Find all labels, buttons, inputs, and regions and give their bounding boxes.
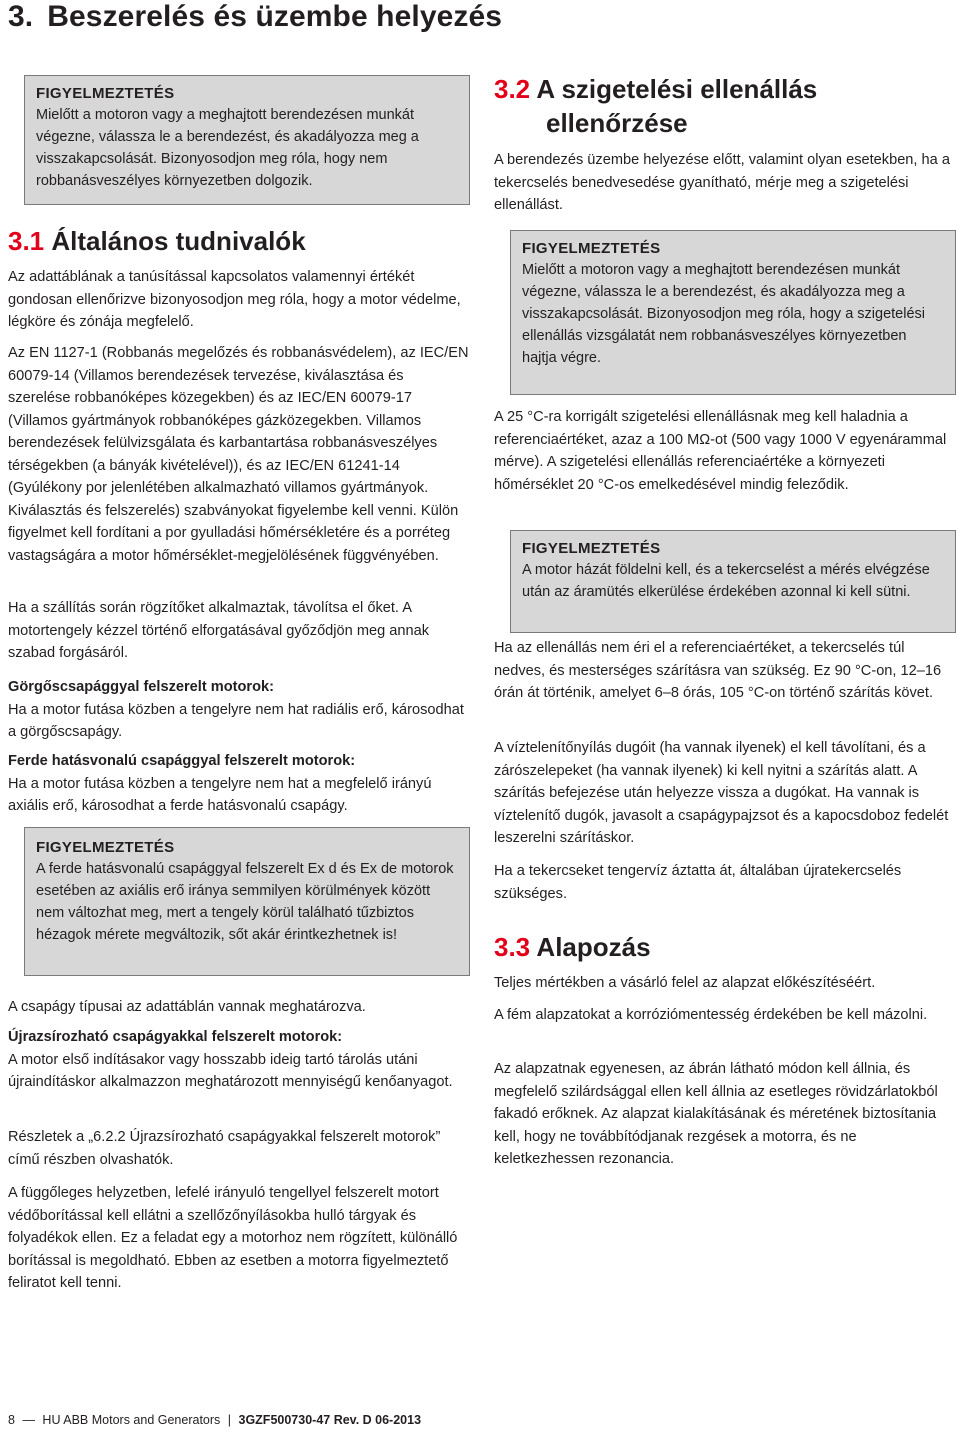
warning-title: FIGYELMEZTETÉS [522,540,661,557]
page-footer [8,1413,421,1427]
section-title-line-1: A szigetelési ellenállás [536,74,818,104]
paragraph-text: Ha a motor futása közben a tengelyre nem hat a megfelelő irányú axiális erő, károsodhat a ferde hatásvonalú csapágy. [8,775,432,814]
page-title [8,0,502,34]
paragraph: Az adattáblának a tanúsítással kapcsolatos valamennyi értékét gondosan ellenőrizve bizonyosodjon meg róla, hogy a motor védelme, légköre és zónája megfelelő. [8,269,461,330]
footer-separator: — [22,1413,35,1427]
paragraph: Részletek a „6.2.2 Újrazsírozható csapágyakkal felszerelt motorok” című részben olvashatók. [8,1129,441,1168]
section-title: Általános tudnivalók [51,226,306,256]
paragraph-heading: Ferde hatásvonalú csapággyal felszerelt motorok: [8,753,356,769]
paragraph-text: A motor első indításakor vagy hosszabb ideig tartó tárolás utáni újraindításkor alkalmazzon meghatározott mennyiségű kenőanyagot. [8,1051,453,1090]
warning-box [24,75,470,205]
section-title-line-2: ellenőrzése [546,108,688,138]
paragraph: Ha a tekercseket tengervíz áztatta át, általában újratekercselés szükséges. [494,863,902,902]
paragraph-heading: Görgőscsapággyal felszerelt motorok: [8,679,275,695]
paragraph: A berendezés üzembe helyezése előtt, valamint olyan esetekben, ha a tekercselés benedvesedése gyanítható, mérje meg a szigetelési ellenállást. [494,152,950,213]
section-number: 3.3 [494,932,531,962]
paragraph-heading: Újrazsírozható csapágyakkal felszerelt motorok: [8,1029,343,1045]
paragraph: A fém alapzatokat a korróziómentesség érdekében be kell mázolni. [494,1007,928,1023]
warning-box [510,530,956,633]
document-code: 3GZF500730-47 Rev. D 06-2013 [238,1413,422,1427]
paragraph: Teljes mértékben a vásárló felel az alapzat előkészítéséért. [494,975,876,991]
warning-box [24,827,470,976]
paragraph: A függőleges helyzetben, lefelé irányuló tengellyel felszerelt motort védőborítással kell ellátni a szellőzőnyílásokba hulló tárgyak és folyadékok ellen. Ez a feladat egy a motorhoz nem rögzített, különálló borítással is megoldható. Ebben az esetben a motorra figyelmeztető feliratot kell tenni. [8,1185,458,1291]
paragraph: A 25 °C-ra korrigált szigetelési ellenállásnak meg kell haladnia a referenciaértéket, azaz a 100 MΩ-ot (500 vagy 1000 V egyenárammal mérve). A szigetelési ellenállás referenciaértéke a környezeti hőmérséklet 20 °C-os emelkedésével mindig feleződik. [494,409,947,493]
paragraph: Az EN 1127-1 (Robbanás megelőzés és robbanásvédelem), az IEC/EN 60079-14 (Villamos berendezések tervezése, kiválasztása és szerelése robbanóképes közegekben) és az IEC/EN 60079-17 (Villamos gyártmányok robbanóképes gázközegekben. Villamos berendezések felülvizsgálata és karbantartása robbanásveszélyes térségekben (a bányák kivételével)), és az IEC/EN 61241-14 (Gyúlékony por jelenlétében alkalmazható villamos gyártmányok. Kiválasztás és felszerelés) szabványokat figyelembe kell venni. Külön figyelmet kell fordítani a por gyulladási hőmérsékletére és a porréteg vastagságára a motor hőmérséklet-megjelölésének függvényében. [8,345,469,564]
warning-box [510,230,956,395]
section-heading-3-2 [494,72,817,140]
paragraph: Ha a szállítás során rögzítőket alkalmaztak, távolítsa el őket. A motortengely kézzel történő elforgatásával győződjön meg annak szabad forgásáról. [8,600,430,661]
paragraph-with-heading [8,750,470,818]
warning-text: Mielőtt a motoron vagy a meghajtott berendezésen munkát végezne, válassza le a berendezést, és akadályozza meg a visszakapcsolását. Bizonyosodjon meg róla, hogy nem robbanásveszélyes környezetben dolgozik. [36,107,419,189]
footer-text: HU ABB Motors and Generators [42,1413,221,1427]
section-number: 3.2 [494,74,531,104]
section-heading-3-1 [8,224,306,258]
warning-text: Mielőtt a motoron vagy a meghajtott berendezésen munkát végezne, válassza le a berendezést, és akadályozza meg a visszakapcsolását. Bizonyosodjon meg róla, hogy a szigetelési ellenállás vizsgálatát nem robbanásveszélyes környezetben hajtja végre. [522,262,925,366]
paragraph: Az alapzatnak egyenesen, az ábrán látható módon kell állnia, és megfelelő szilárdsággal ellen kell állnia az esetleges rövidzárlatokból fakadó erőknek. Az alapzat kialakításának és méretének biztosítania kell, hogy ne továbbítódjanak rezgések a motorra, és ne keletkezhessen rezonancia. [494,1061,938,1167]
paragraph: Ha az ellenállás nem éri el a referenciaértéket, a tekercselés túl nedves, és mesterséges szárításra van szükség. Ez 90 °C-on, 12–16 órán át történik, amelyet 6–8 órás, 105 °C-on történő szárítás követ. [494,640,942,701]
warning-title: FIGYELMEZTETÉS [36,85,175,102]
paragraph: A csapágy típusai az adattáblán vannak meghatározva. [8,999,366,1015]
warning-title: FIGYELMEZTETÉS [522,240,661,257]
paragraph-with-heading [8,1026,470,1094]
paragraph-text: Ha a motor futása közben a tengelyre nem hat radiális erő, károsodhat a görgőscsapágy. [8,701,464,740]
warning-title: FIGYELMEZTETÉS [36,839,175,856]
footer-separator: | [227,1413,232,1427]
paragraph-with-heading [8,676,470,744]
section-title: Alapozás [536,932,651,962]
chapter-title: Beszerelés és üzembe helyezés [47,0,503,33]
page-number: 8 [8,1413,15,1427]
section-number: 3.1 [8,226,45,256]
warning-text: A ferde hatásvonalú csapággyal felszerelt Ex d és Ex de motorok esetében az axiális erő iránya semmilyen körülmények között nem változhat meg, mert a tengely körül található tűzbiztos hézagok mérete megváltozik, sőt akár érintkezhetnek is! [36,861,454,943]
paragraph: A víztelenítőnyílás dugóit (ha vannak ilyenek) el kell távolítani, és a zárószelepeket (ha vannak ilyenek) ki kell nyitni a szárítás alatt. A szárítás befejezése után helyezze vissza a dugókat. Ha vannak is víztelenítő dugók, javasolt a csapágypajzsot és a kapocsdoboz fedelét leszerelni szárításkor. [494,740,949,846]
section-heading-3-3 [494,930,651,964]
warning-text: A motor házát földelni kell, és a tekercselést a mérés elvégzése után az áramütés elkerülése érdekében azonnal ki kell sütni. [522,562,930,600]
chapter-number: 3. [8,0,34,33]
